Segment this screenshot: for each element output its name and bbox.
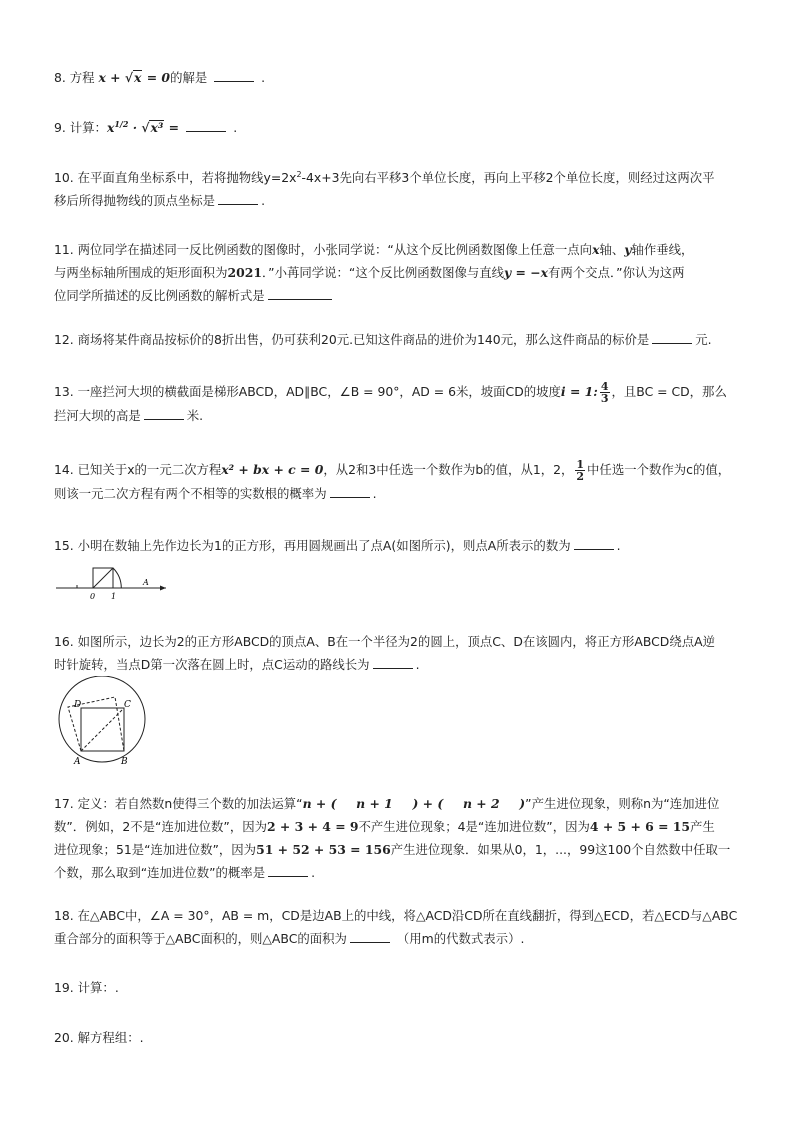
q8-stem-end: 的解是 — [170, 70, 208, 85]
question-14 — [54, 458, 744, 505]
q9-expression: $x^{1/2} \cdot √x^3$ = — [106, 118, 184, 135]
q12-answer-blank[interactable] — [652, 331, 692, 344]
diagonal-ac — [81, 708, 124, 751]
q11-line-1: 11. 两位同学在描述同一反比例函数的图像时，小张同学说：“从这个反比例函数图像上任意一点向x轴、y轴作垂线， — [54, 242, 694, 257]
q13-line-2: 拦河大坝的高是 米. — [54, 408, 204, 423]
q16-line-2: 时针旋转，当点D第一次落在圆上时，点C运动的路线长为 . — [54, 657, 420, 672]
q16-line-1: 16. 如图所示，边长为2的正方形ABCD的顶点A、B在一个半径为2的圆上，顶点C、D在该圆内，将正方形ABCD绕点A逆 — [54, 634, 715, 649]
q17-line-3: 进位现象；51是“连加进位数”，因为51 + 52 + 53 = 156产生进位现象．如果从0，1，...，99这100个自然数中任取一 — [54, 842, 731, 857]
question-16 — [54, 630, 744, 676]
point-a-label: A — [143, 578, 149, 587]
label-a: A — [74, 757, 81, 767]
number-line-arrow — [160, 586, 166, 591]
q8-equation: x + √x = 0 — [98, 70, 171, 85]
q9-answer-blank[interactable] — [186, 119, 226, 132]
compass-arc — [113, 568, 121, 588]
q17-line-1: 17. 定义：若自然数n使得三个数的加法运算“n + ( n + 1 ) + ( n + 2 )”产生进位现象，则称n为“连加进位 — [54, 796, 720, 811]
square-diagonal — [93, 568, 113, 588]
number-line-figure — [56, 561, 168, 603]
question-19: 19. 计算：. — [54, 980, 119, 995]
question-12: 12. 商场将某件商品按标价的8折出售，仍可获利20元.已知这件商品的进价为140元，那么这件商品的标价是 元. — [54, 332, 712, 347]
q8-answer-blank[interactable] — [214, 69, 254, 82]
q8-stem: 8. 方程 — [54, 70, 99, 85]
q14-answer-blank[interactable] — [330, 485, 370, 498]
tick-label-0: 0 — [90, 592, 96, 601]
question-8: 8. 方程 x + √x = 0的解是 . — [54, 70, 266, 85]
q11-line-3: 位同学所描述的反比例函数的解析式是 — [54, 284, 744, 307]
q10-line-2: 移后所得抛物线的顶点坐标是 . — [54, 193, 266, 208]
q13-answer-blank[interactable] — [144, 407, 184, 420]
question-15: 15. 小明在数轴上先作边长为1的正方形，再用圆规画出了点A(如图所示)，则点A所表示的数为 . — [54, 538, 621, 553]
q9-stem: 9. 计算： — [54, 120, 107, 135]
q14-line-1: 14. 已知关于x的一元二次方程x² + bx + c = 0，从2和3中任选一个数作为b的值，从1，2， $\frac{1}{2}$ 中任选一个数作为c的值， — [54, 458, 731, 483]
label-b: B — [121, 757, 128, 767]
question-20: 20. 解方程组：. — [54, 1030, 144, 1045]
question-9: 9. 计算：$x^{1/2} \cdot √x^3$ = . — [54, 118, 238, 135]
q16-answer-blank[interactable] — [373, 656, 413, 669]
q10-line-1: 10. 在平面直角坐标系中，若将抛物线$y=2x^2-4x+3$先向右平移3个单位长度，再向上平移2个单位长度，则经过这两次平 — [54, 169, 715, 185]
tick-label-1: 1 — [111, 592, 117, 601]
question-13 — [54, 380, 744, 427]
q17-answer-blank[interactable] — [268, 864, 308, 877]
question-10 — [54, 166, 744, 212]
outer-circle — [59, 676, 145, 762]
q14-line-2: 则该一元二次方程有两个不相等的实数根的概率为 . — [54, 486, 377, 501]
question-11 — [54, 238, 744, 307]
q17-line-4: 个数，那么取到“连加进位数”的概率是 . — [54, 865, 316, 880]
circle-square-figure — [54, 676, 154, 768]
label-c: C — [124, 700, 131, 710]
q13-slope-fraction: $\frac{4}{3}$ — [600, 380, 609, 405]
q11-line-2: 与两坐标轴所围成的矩形面积为2021．”小苒同学说：“这个反比例函数图像与直线y = −x有两个交点．”你认为这两 — [54, 265, 685, 280]
q13-line-1: 13. 一座拦河大坝的横截面是梯形ABCD，AD∥BC，∠B = 90°，AD = 6米，坡面CD的坡度i = 1: $\frac{4}{3}$ ，且BC = CD，那么 — [54, 380, 727, 405]
q14-fraction: $\frac{1}{2}$ — [576, 458, 585, 483]
q17-line-2: 数”．例如，2不是“连加进位数”，因为2 + 3 + 4 = 9不产生进位现象；4是“连加进位数”，因为4 + 5 + 6 = 15产生 — [54, 819, 715, 834]
q18-answer-blank[interactable] — [350, 930, 390, 943]
label-d: D — [74, 700, 82, 710]
q18-line-2: 重合部分的面积等于△ABC面积的，则△ABC的面积为 （用m的代数式表示）. — [54, 931, 525, 946]
question-17 — [54, 792, 744, 884]
q10-answer-blank[interactable] — [218, 192, 258, 205]
question-18 — [54, 904, 744, 950]
q15-answer-blank[interactable] — [574, 537, 614, 550]
q11-answer-blank[interactable] — [268, 287, 332, 300]
q18-line-1: 18. 在△ABC中，∠A = 30°，AB = m，CD是边AB上的中线，将△ACD沿CD所在直线翻折，得到△ECD，若△ECD与△ABC — [54, 908, 738, 923]
